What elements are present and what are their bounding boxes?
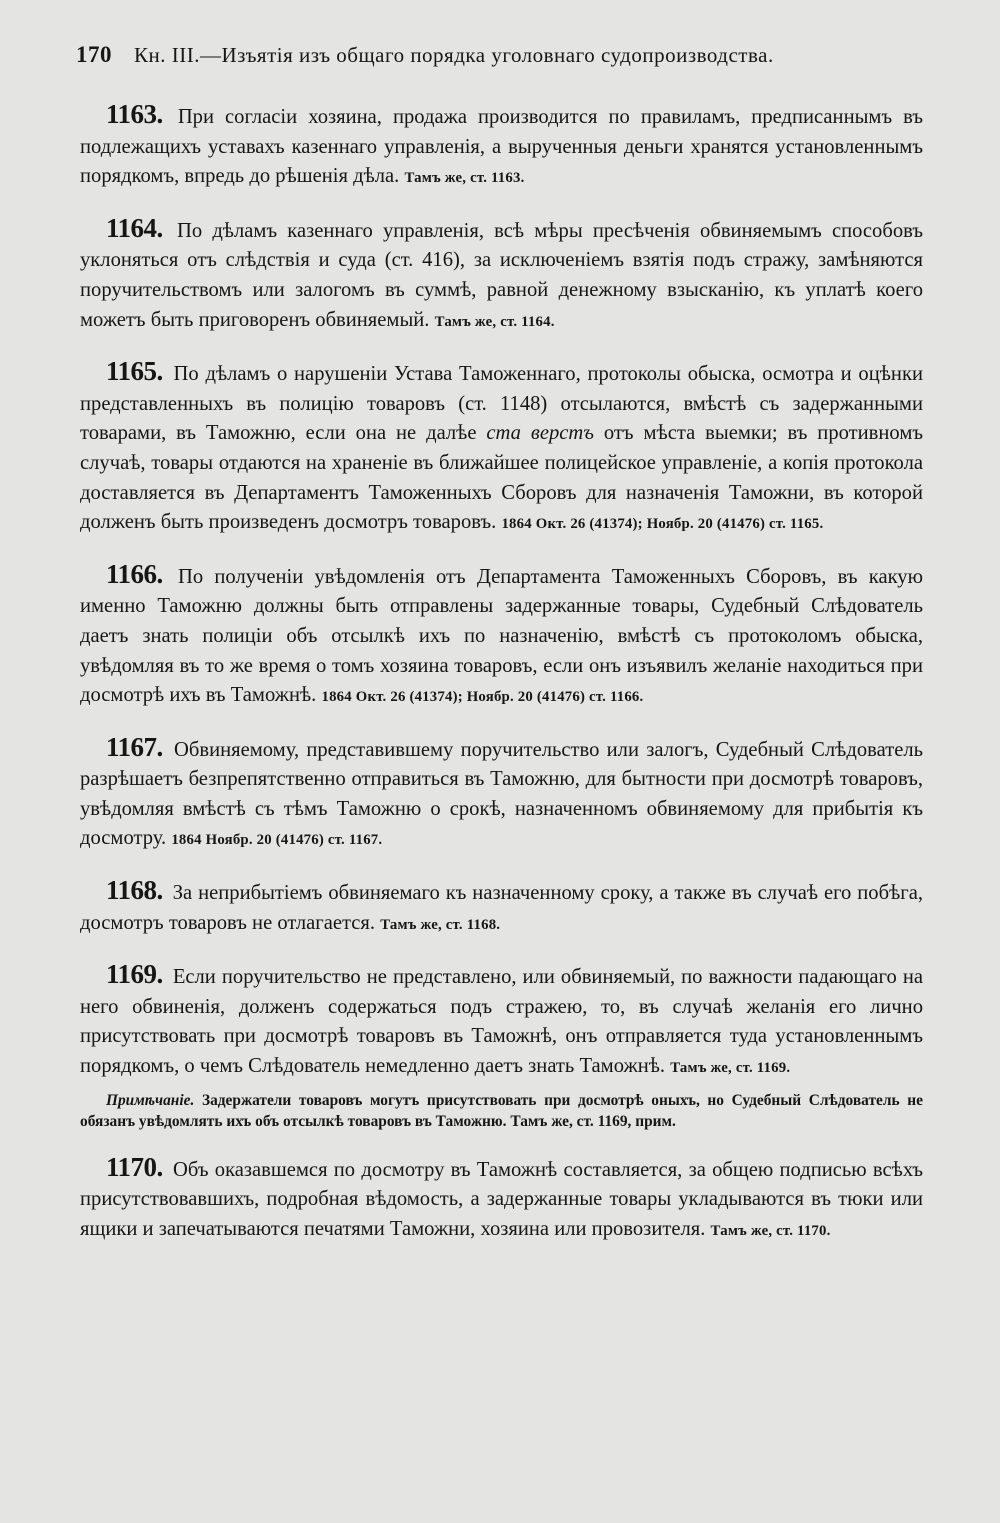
article-text: По полученіи увѣдомленія отъ Департамента Таможенныхъ Сборовъ, въ какую именно Таможню должны быть отправлены задержанные товары, Судебный Слѣдователь даетъ знать полиціи объ отсылкѣ ихъ по назначенію, вмѣстѣ съ протоколомъ обыска, увѣдомляя въ то же время о томъ хозяина товаровъ, если онъ изъявилъ желаніе находиться при досмотрѣ ихъ въ Таможнѣ.	[80, 565, 923, 707]
page-body	[80, 100, 923, 1246]
spacer	[80, 337, 923, 357]
article-text: При согласіи хозяина, продажа производится по правиламъ, предписаннымъ въ подлежащихъ уставахъ казеннаго управленія, а вырученныя деньги хранятся установленнымъ порядкомъ, впредь до рѣшенія дѣла.	[80, 106, 923, 188]
article-1166	[80, 560, 923, 713]
article-number: 1170.	[106, 1151, 163, 1182]
article-1167	[80, 733, 923, 856]
article-text: За неприбытіемъ обвиняемаго къ назначенному сроку, а также въ случаѣ его побѣга, досмотръ товаровъ не отлагается.	[80, 882, 923, 934]
article-text-italic: ста верстъ	[486, 422, 594, 445]
article-citation: Тамъ же, ст. 1169.	[670, 1060, 791, 1077]
article-text: По дѣламъ о нарушеніи Устава Таможеннаго, протоколы обыска, осмотра и оцѣнки представленныхъ въ полицію товаровъ (ст. 1148) отсылаются, вмѣстѣ съ задержанными товарами, въ Таможню, если она не далѣе	[80, 363, 923, 445]
article-text: Обвиняемому, представившему поручительство или залогъ, Судебный Слѣдователь разрѣшаетъ безпрепятственно отправиться въ Таможню, для бытности при досмотрѣ товаровъ, увѣдомляя вмѣстѣ съ тѣмъ Таможню о срокѣ, назначенномъ обвиняемому для прибытія къ досмотру.	[80, 738, 924, 850]
article-number: 1169.	[106, 959, 163, 990]
article-text: Объ оказавшемся по досмотру въ Таможнѣ составляется, за общею подписью всѣхъ присутствовавшихъ, подробная вѣдомость, а задержанные товары укладываются въ тюки или ящики и запечатываются печатями Таможни, хозяина или провозителя.	[80, 1158, 924, 1240]
article-citation: 1864 Окт. 26 (41374); Ноябр. 20 (41476) ст. 1166.	[321, 689, 644, 706]
article-1169	[80, 960, 923, 1083]
spacer	[80, 194, 923, 214]
article-citation: Тамъ же, ст. 1163.	[404, 170, 525, 187]
article-number: 1165.	[106, 356, 163, 387]
spacer	[80, 940, 923, 960]
spacer	[80, 1133, 923, 1153]
article-1164	[80, 214, 923, 337]
spacer	[80, 540, 923, 560]
article-number: 1168.	[106, 875, 163, 906]
article-citation: Тамъ же, ст. 1164.	[434, 313, 555, 330]
article-number: 1163.	[106, 99, 163, 129]
article-number: 1164.	[106, 212, 163, 243]
article-text: По дѣламъ казеннаго управленія, всѣ мѣры пресѣченія обвиняемымъ способовъ уклоняться отъ слѣдствія и суда (ст. 416), за исключеніемъ взятія подъ стражу, замѣняются поручительствомъ или залогомъ въ суммѣ, равной денежному взысканію, къ уплатѣ коего можетъ быть приговоренъ обвиняемый.	[80, 219, 923, 331]
article-1165	[80, 357, 923, 540]
note-label: Примѣчаніе.	[106, 1091, 195, 1109]
spacer	[80, 713, 923, 733]
article-1168	[80, 876, 923, 940]
article-text: Если поручительство не представлено, или обвиняемый, по важности падающаго на него обвиненія, долженъ содержаться подъ стражею, то, въ случаѣ желанія его лично присутствовать при досмотрѣ товаровъ въ Таможнѣ, онъ отправляется туда установленнымъ порядкомъ, о чемъ Слѣдователь немедленно даетъ знать Таможнѣ.	[80, 966, 923, 1078]
article-number: 1167.	[106, 731, 163, 762]
article-citation: 1864 Ноябр. 20 (41476) ст. 1167.	[171, 832, 383, 849]
article-citation: 1864 Окт. 26 (41374); Ноябр. 20 (41476) ст. 1165.	[501, 516, 824, 533]
article-number: 1166.	[106, 558, 163, 589]
page-header	[76, 42, 926, 76]
page-number: 170	[76, 42, 112, 67]
spacer	[80, 856, 923, 876]
article-1163	[80, 100, 923, 194]
article-1170	[80, 1153, 923, 1247]
running-title: Кн. III.—Изъятія изъ общаго порядка уголовнаго судопроизводства.	[134, 43, 774, 67]
note-text: Задержатели товаровъ могутъ присутствовать при досмотрѣ оныхъ, но Судебный Слѣдователь не обязанъ увѣдомлять ихъ объ отсылкѣ товаровъ въ Таможню. Тамъ же, ст. 1169, прим.	[80, 1091, 923, 1131]
article-note	[80, 1090, 923, 1133]
article-text: отъ мѣста выемки; въ противномъ случаѣ, товары отдаются на храненіе въ ближайшее полицейское управленіе, а копія протокола доставляется въ Департаментъ Таможенныхъ Сборовъ для назначенія Таможни, въ которой долженъ быть произведенъ досмотръ товаровъ.	[80, 422, 924, 534]
article-citation: Тамъ же, ст. 1170.	[710, 1222, 831, 1239]
article-citation: Тамъ же, ст. 1168.	[380, 916, 501, 933]
